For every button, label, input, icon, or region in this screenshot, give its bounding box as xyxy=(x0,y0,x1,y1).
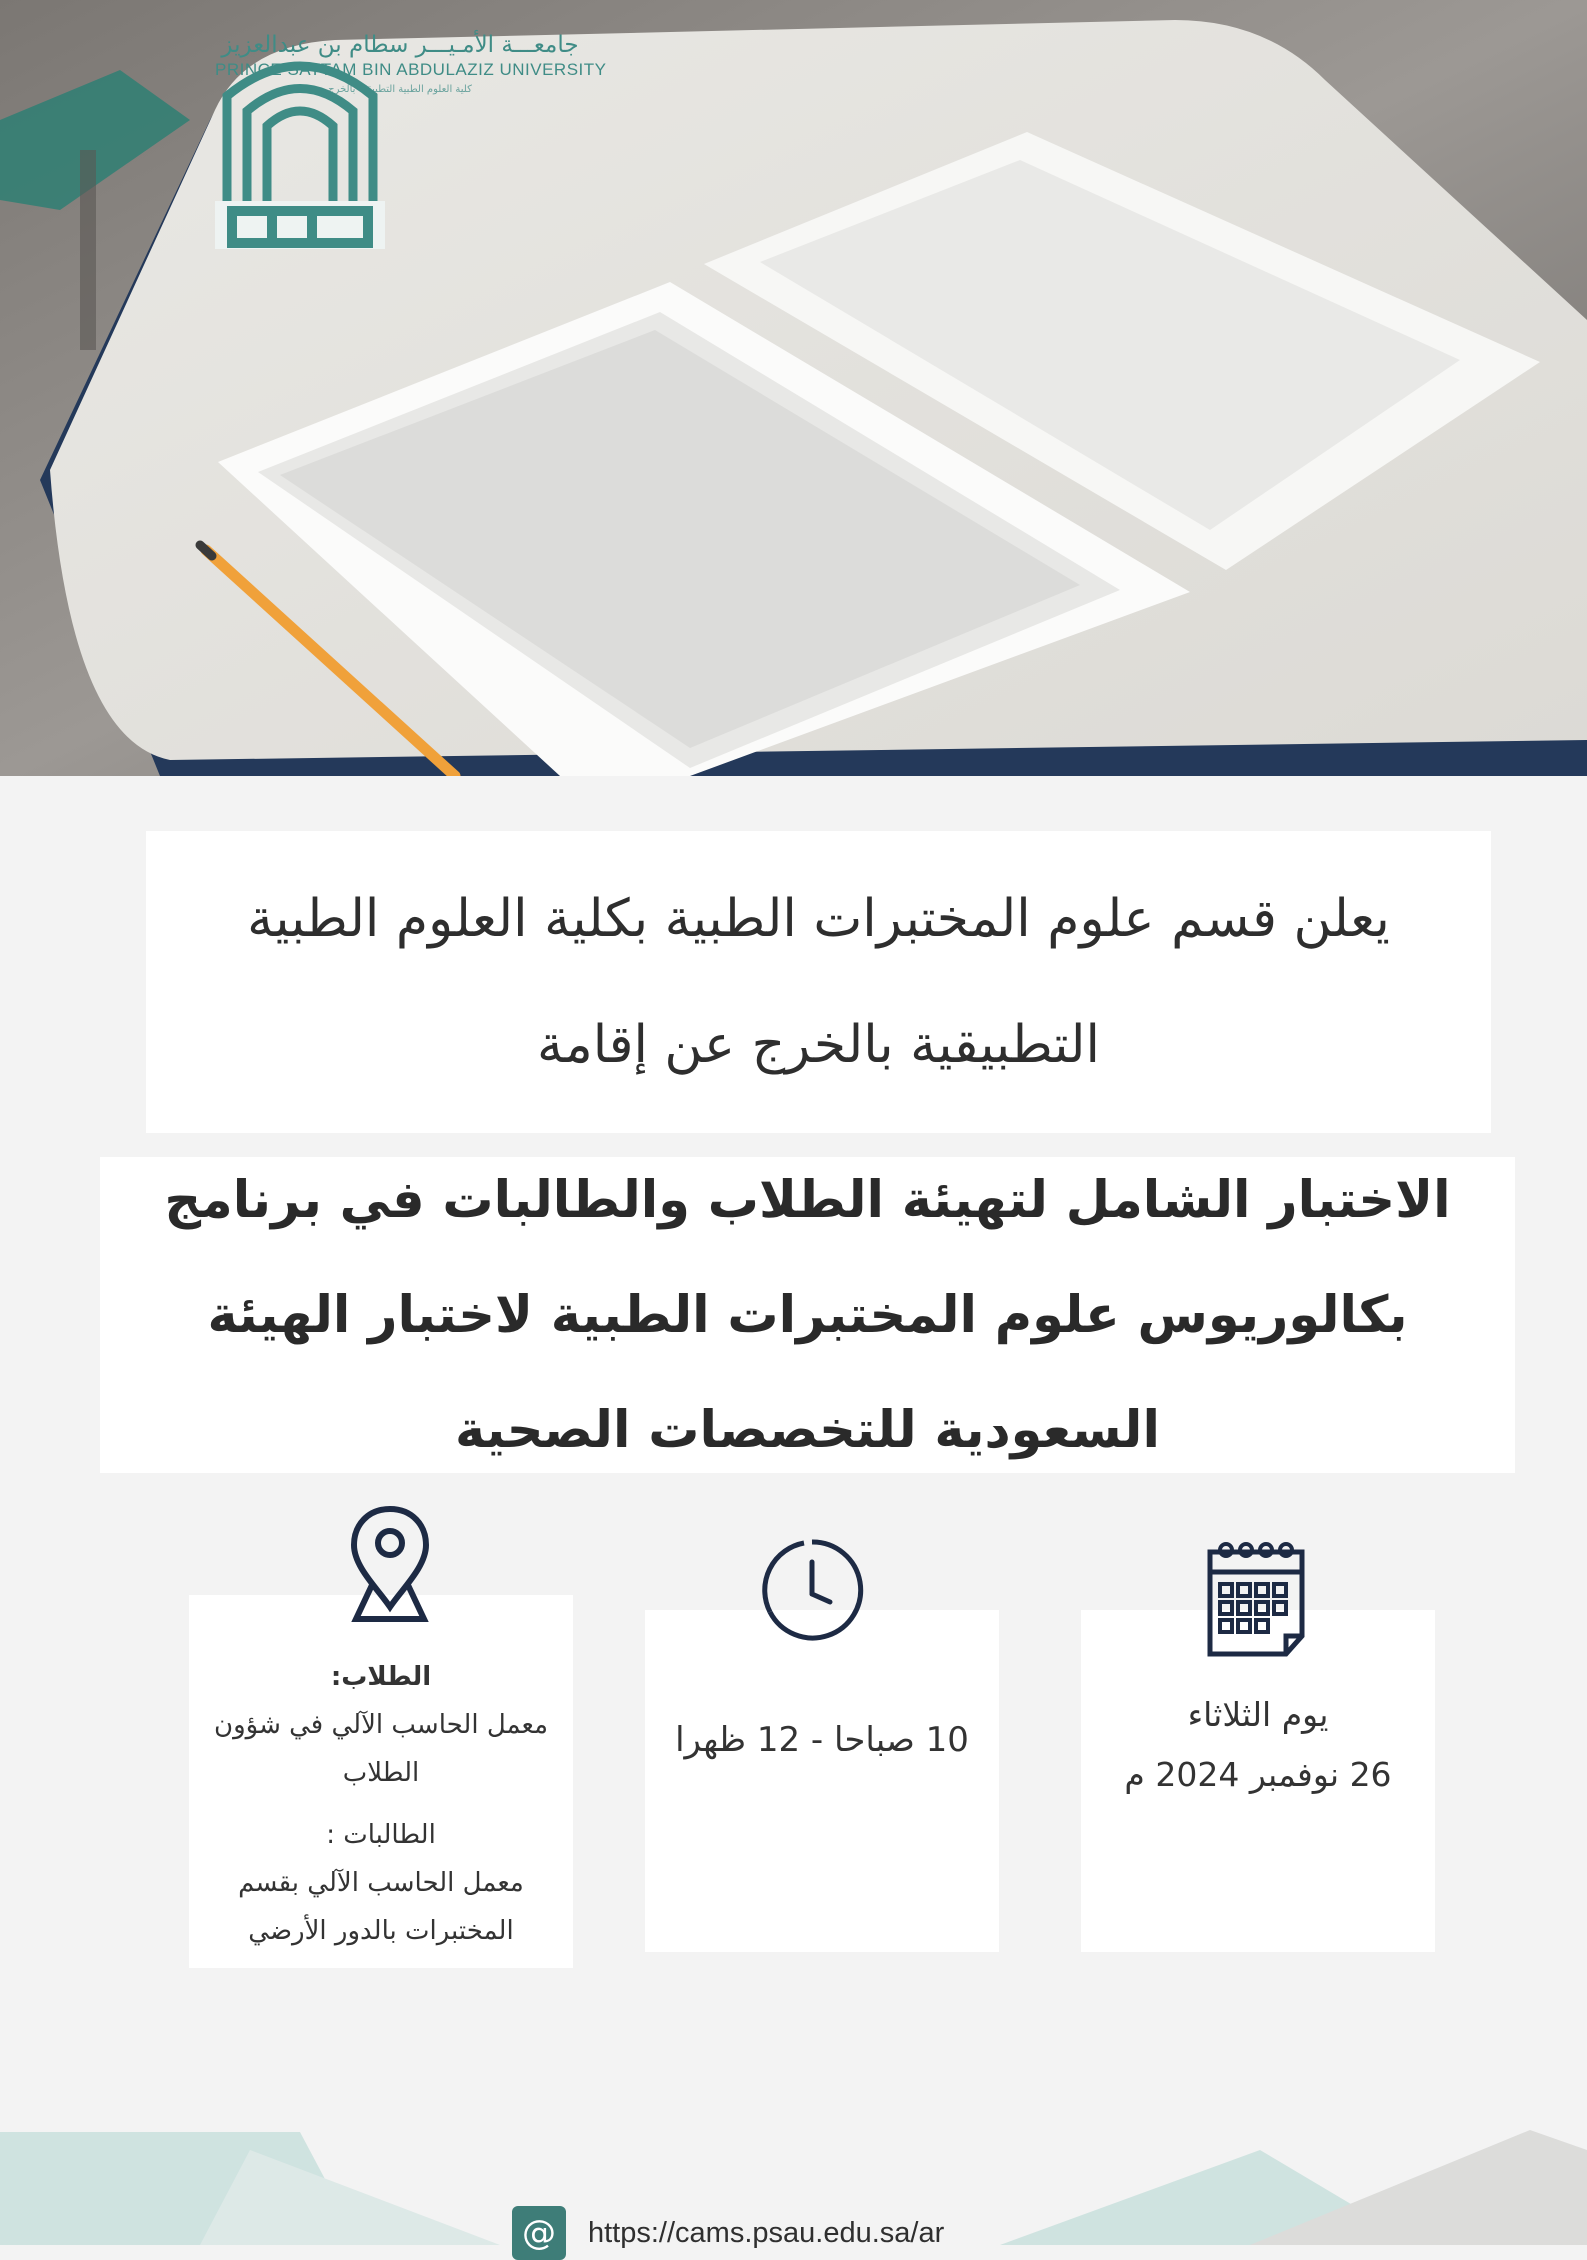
time-card xyxy=(645,1610,999,1952)
at-icon: @ xyxy=(512,2206,566,2260)
exam-day: يوم الثلاثاء xyxy=(1187,1695,1329,1734)
announcement-intro: يعلن قسم علوم المختبرات الطبية بكلية العلوم الطبية التطبيقية بالخرج عن إقامة xyxy=(247,889,1390,1075)
university-name-en: PRINCE SATTAM BIN ABDULAZIZ UNIVERSITY xyxy=(215,60,607,79)
exam-time: 10 صباحا - 12 ظهرا xyxy=(675,1720,969,1760)
announcement-title-box xyxy=(100,1157,1515,1473)
university-logo xyxy=(215,26,607,95)
location-pin-icon xyxy=(348,1503,432,1623)
announcement-intro-box xyxy=(146,831,1491,1133)
website-link[interactable] xyxy=(512,2206,944,2260)
students-label: الطلاب: xyxy=(330,1662,432,1692)
female-students-label: الطالبات : xyxy=(326,1820,436,1850)
date-card xyxy=(1081,1610,1435,1952)
clock-icon xyxy=(760,1538,864,1642)
website-url[interactable]: https://cams.psau.edu.sa/ar xyxy=(588,2216,945,2249)
calendar-icon xyxy=(1202,1540,1310,1658)
university-logo-emblem xyxy=(215,26,385,256)
announcement-title: الاختبار الشامل لتهيئة الطلاب والطالبات في برنامج بكالوريوس علوم المختبرات الطبية لاختبار الهيئة السعودية للتخصصات الصحية xyxy=(164,1170,1451,1460)
college-name-ar: كلية العلوم الطبية التطبيقية بالخرج xyxy=(328,84,472,95)
exam-date: 26 نوفمبر 2024 م xyxy=(1124,1755,1392,1794)
hero-photo xyxy=(0,0,1587,776)
university-name-ar: جامعـــة الأمـيـــر سطام بن عبدالعزيز xyxy=(221,32,579,58)
female-students-place: معمل الحاسب الآلي بقسم المختبرات بالدور الأرضي xyxy=(238,1868,524,1946)
location-card xyxy=(189,1595,573,1968)
students-place: معمل الحاسب الآلي في شؤون الطلاب xyxy=(213,1710,549,1788)
